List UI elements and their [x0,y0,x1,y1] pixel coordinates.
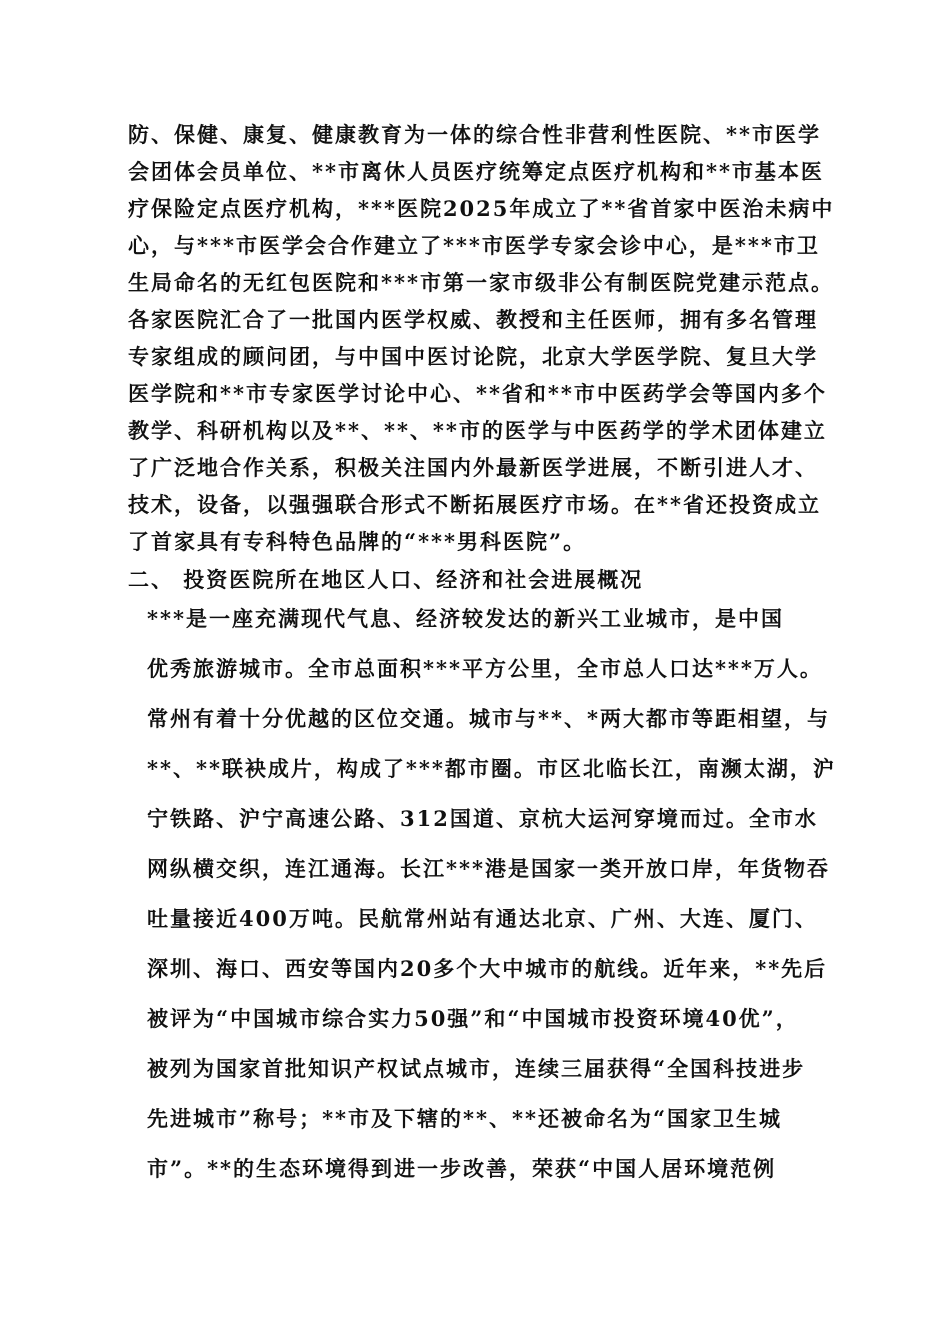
text-line: 深圳、海口、西安等国内20多个大中城市的航线。近年来，**先后 [147,956,828,981]
text-line: 先进城市”称号；**市及下辖的**、**还被命名为“国家卫生城 [147,1106,783,1131]
text-line: 医学院和**市专家医学讨论中心、**省和**市中医药学会等国内多个 [128,381,827,406]
text-line: 常州有着十分优越的区位交通。城市与**、*两大都市等距相望，与 [147,706,830,731]
text-line: 会团体会员单位、**市离休人员医疗统筹定点医疗机构和**市基本医 [128,159,824,184]
text-line: 市”。**的生态环境得到进一步改善，荣获“中国人居环境范例 [147,1156,777,1181]
text-line: 网纵横交织，连江通海。长江***港是国家一类开放口岸，年货物吞 [147,856,830,881]
text-line: 教学、科研机构以及**、**、**市的医学与中医药学的学术团体建立 [128,418,827,443]
text-line: 专家组成的顾问团，与中国中医讨论院，北京大学医学院、复旦大学 [128,344,818,369]
text-line: 了广泛地合作关系，积极关注国内外最新医学进展，不断引进人才、 [128,455,818,480]
text-line: 生局命名的无红包医院和***市第一家市级非公有制医院党建示范点。 [128,270,834,295]
text-line: 吐量接近400万吨。民航常州站有通达北京、广州、大连、厦门、 [147,906,818,931]
text-line: 技术，设备，以强强联合形式不断拓展医疗市场。在**省还投资成立 [128,492,821,517]
text-line: **、**联袂成片，构成了***都市圈。市区北临长江，南濒太湖，沪 [147,756,836,781]
text-line: 心，与***市医学会合作建立了***市医学专家会诊中心，是***市卫 [128,233,820,258]
text-line: 防、保健、康复、健康教育为一体的综合性非营利性医院、**市医学 [128,122,821,147]
text-line: 宁铁路、沪宁高速公路、312国道、京杭大运河穿境而过。全市水 [147,806,818,831]
text-line: 被列为国家首批知识产权试点城市，连续三届获得“全国科技进步 [147,1056,806,1081]
text-line: 疗保险定点医疗机构，***医院2025年成立了**省首家中医治未病中 [128,196,835,221]
text-line: 各家医院汇合了一批国内医学权威、教授和主任医师，拥有多名管理 [128,307,818,332]
text-line: ***是一座充满现代气息、经济较发达的新兴工业城市，是中国 [147,606,784,631]
text-line: 了首家具有专科特色品牌的“***男科医院”。 [128,529,587,554]
text-line: 优秀旅游城市。全市总面积***平方公里，全市总人口达***万人。 [147,656,823,681]
section-heading: 二、 投资医院所在地区人口、经济和社会进展概况 [128,567,644,592]
text-line: 被评为“中国城市综合实力50强”和“中国城市投资环境40优”， [147,1006,799,1031]
